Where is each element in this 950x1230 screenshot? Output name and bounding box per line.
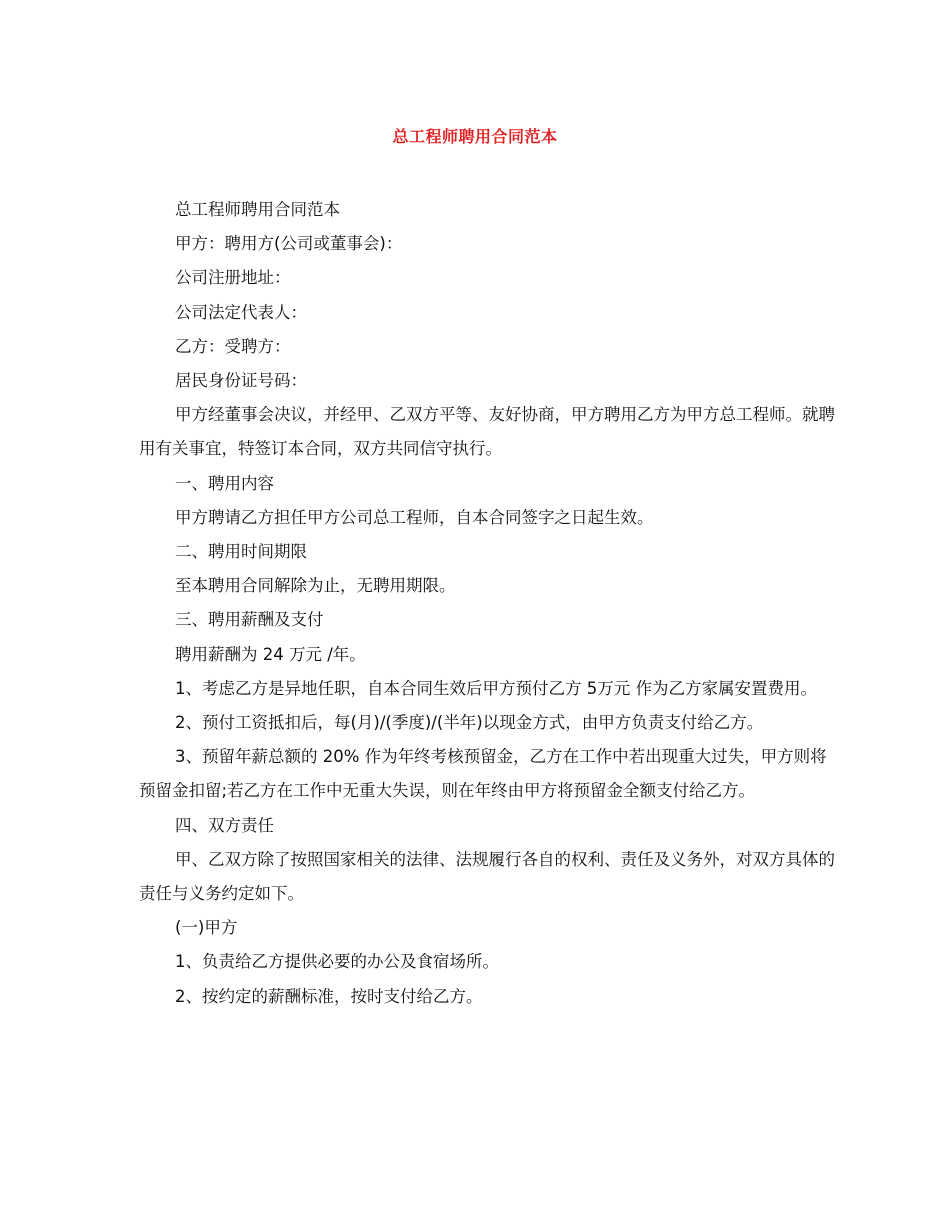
paragraph: 聘用薪酬为 24 万元 /年。 (175, 644, 366, 664)
paragraph: 甲方聘请乙方担任甲方公司总工程师，自本合同签字之日起生效。 (175, 507, 654, 527)
list-item: 1、考虑乙方是异地任职，自本合同生效后甲方预付乙方 5万元 作为乙方家属安置费用。 (175, 678, 817, 698)
paragraph: 公司注册地址： (175, 268, 291, 288)
paragraph: 乙方：受聘方： (175, 336, 291, 356)
section-heading: 二、聘用时间期限 (175, 542, 307, 562)
section-heading: 三、聘用薪酬及支付 (175, 610, 324, 630)
section-heading: 一、聘用内容 (175, 473, 274, 493)
paragraph: 甲方经董事会决议，并经甲、乙双方平等、友好协商，甲方聘用乙方为甲方总工程师。就聘用有关事宜，特签订本合同，双方共同信守执行。 (139, 405, 835, 459)
paragraph: 甲、乙双方除了按照国家相关的法律、法规履行各自的权利、责任及义务外，对双方具体的责任与义务约定如下。 (139, 849, 835, 904)
paragraph: 总工程师聘用合同范本 (175, 200, 340, 219)
list-item: 2、按约定的薪酬标准，按时支付给乙方。 (175, 986, 483, 1006)
paragraph: 至本聘用合同解除为止，无聘用期限。 (175, 576, 456, 596)
document-title: 总工程师聘用合同范本 (392, 127, 558, 146)
document-body (139, 193, 839, 1014)
list-item: 1、负责给乙方提供必要的办公及食宿场所。 (175, 952, 499, 972)
list-item: 2、预付工资抵扣后，每(月)/(季度)/(半年)以现金方式，由甲方负责支付给乙方。 (175, 713, 764, 733)
paragraph: 公司法定代表人： (175, 302, 307, 322)
paragraph: 甲方：聘用方(公司或董事会)： (175, 234, 403, 254)
list-item: 3、预留年薪总额的 20% 作为年终考核预留金，乙方在工作中若出现重大过失，甲方则将预留金扣留;若乙方在工作中无重大失误，则在年终由甲方将预留金全额支付给乙方。 (139, 747, 827, 801)
paragraph: 居民身份证号码： (175, 371, 307, 391)
section-heading: 四、双方责任 (175, 815, 274, 835)
subsection-heading: (一)甲方 (175, 918, 238, 938)
